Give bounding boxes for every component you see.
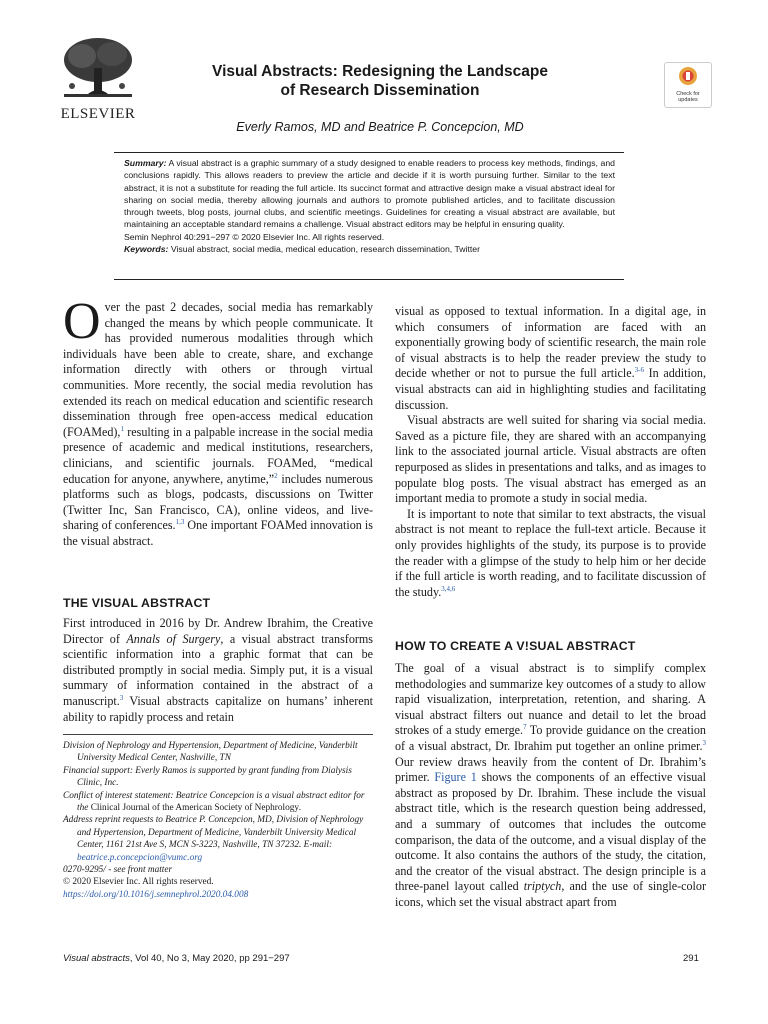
footnote-affiliation: Division of Nephrology and Hypertension, Department of Medicine, Vanderbilt University Medical Center, Nashville, TN: [63, 741, 358, 764]
email-link[interactable]: beatrice.p.concepcion@vumc.org: [77, 852, 203, 863]
intro-text-d: One important FOAMed innovation is the visual abstract.: [63, 518, 373, 548]
journal-name: Annals of Surgery: [126, 631, 221, 646]
how-text-d: shows the components of an effective visual abstract as proposed by Dr. Ibrahim. These include the visual abstract title, which is the research question being addressed, and a summary of outcomes that includes the outcome comparison, the data of the outcome, and a visual display of the outcome. It also contains the authors of the study, the citation, and the creator of the visual abstract. The design principle is a three-panel layout called: [395, 770, 706, 894]
check-for-updates-badge[interactable]: [664, 62, 712, 108]
right-p1-text-b: In addition, visual abstracts can aid in highlighting studies and facilitating discussion.: [395, 366, 707, 412]
intro-paragraph: [63, 293, 374, 550]
title-line-1: Visual Abstracts: Redesigning the Landscape: [212, 63, 548, 80]
conflict-end: .: [299, 803, 302, 814]
footnote-divider: [63, 734, 373, 735]
citation-ref[interactable]: 3: [119, 693, 124, 702]
check-updates-line-1: Check for: [676, 91, 700, 97]
summary-body: A visual abstract is a graphic summary of a study designed to enable readers to process key methods, findings, and conclusions rapidly. This allows readers to preview the article and decide if it is worth pursuing further. Similar to the text abstract, it is not a substitute for reading the full article. Its succinct format and attractive design make a visual abstract ideal for sharing on social media, thereby allowing journals and authors to promote published articles, and to facilitate discussion through tweets, blog posts, journal clubs, and scientific meetings. Guidelines for creating a visual abstract are available, but maintaining an acceptable standard remains a challenge. Visual abstract editors may be helpful in ensuring quality.: [124, 158, 615, 230]
right-column-section: [395, 661, 706, 911]
intro-text-b: resulting in a palpable increase in the social media presence of academic and medical institutions, researchers, clinicians, and scientific journals. FOAMed, “medical education for anyone, anywhere, anytime,”: [63, 424, 373, 486]
footnote-support: Financial support: Everly Ramos is supported by grant funding from Dialysis Clinic, Inc.: [63, 765, 352, 789]
title-line-2: of Research Dissemination: [280, 82, 480, 99]
keywords-label: Keywords:: [124, 244, 169, 255]
va-text-b: , a visual abstract transforms scientific information into a graphic format that can be distributed promptly in social media. Simply put, it is a visual summary of information contained in the abstract of a manuscript.: [63, 631, 374, 708]
conflict-journal: Clinical Journal of the American Society of Nephrology: [90, 803, 300, 814]
how-text-a: The goal of a visual abstract is to simplify complex methodologies and summarize key outcomes of a study to allow rapid visualization, interpretation, retention, and sharing. A visual abstract filters out nuance and detail to let the broad strokes of a study emerge.: [395, 661, 706, 738]
citation-ref[interactable]: 1: [120, 424, 124, 433]
right-paragraph-3: [395, 507, 706, 601]
right-p3-text: It is important to note that similar to text abstracts, the visual abstract is not meant to replace the full-text article. Because it only provides highlights of the study, its purpose is to provide the reader with a glimpse of the study to help him or her decide if the full article is worth reading, and to facilitate discussion of the study.: [395, 506, 706, 599]
tree-logo-icon: [58, 34, 138, 104]
citation-ref[interactable]: 2: [274, 471, 278, 480]
article-title: [180, 62, 580, 100]
right-paragraph-1: [395, 304, 706, 413]
left-column-section: [63, 616, 373, 725]
keywords: [124, 243, 615, 255]
figure-1-link[interactable]: Figure 1: [434, 770, 477, 785]
how-text-e: , and the use of single-color icons, which set the visual abstract apart from: [395, 879, 706, 909]
how-to-paragraph: [395, 661, 706, 911]
right-p1-text-a: visual as opposed to textual information. In a digital age, in which consumers of information are faced with an exponentially growing body of scientific research, the main role of visual abstracts is to help the reader preview the study to decide whether or not to pursue the full article.: [395, 304, 706, 381]
reprint-text: Address reprint requests to Beatrice P. Concepcion, MD, Division of Nephrology and Hypertension, Department of Medicine, Vanderbilt University Medical Center, 1161 21st Ave S, MCN S-3223, Nashville, TN 37232. E-mail:: [63, 815, 364, 851]
footer-issue: , Vol 40, No 3, May 2020, pp 291−297: [129, 953, 290, 964]
summary-text: [124, 157, 615, 231]
va-text-c: Visual abstracts capitalize on humans’ inherent ability to rapidly process and retain: [63, 693, 373, 724]
citation-ref[interactable]: 1,3: [175, 518, 185, 527]
citation-ref[interactable]: 3-6: [634, 366, 644, 375]
page-number: 291: [683, 953, 699, 964]
conflict-text: Conflict of interest statement: Beatrice Concepcion is a visual abstract editor for the: [63, 790, 365, 814]
triptych-term: triptych: [523, 879, 562, 894]
citation-ref[interactable]: 3,4,6: [441, 584, 456, 593]
elsevier-logo: [58, 34, 138, 124]
doi-link[interactable]: https://doi.org/10.1016/j.semnephrol.2020.04.008: [63, 889, 249, 900]
intro-text-a: ver the past 2 decades, social media has remarkably changed the means by which people communicate. It has provided numerous modalities through which individuals have been able to create, share, and exchange information directly with others or through virtual communities. More recently, the social media revolution has extended its reach on medical education and scientific research dissemination through free open-access medical education (FOAMed),: [63, 300, 373, 439]
footnotes: [63, 740, 373, 901]
citation-ref[interactable]: 7: [523, 723, 527, 732]
section-heading-visual-abstract: THE VISUAL ABSTRACT: [63, 596, 211, 610]
footnote-conflict: [63, 790, 373, 815]
summary: [124, 157, 615, 255]
section-heading-how-to-create: HOW TO CREATE A V!SUAL ABSTRACT: [395, 639, 636, 653]
summary-label: Summary:: [124, 158, 167, 168]
left-column: [63, 293, 374, 550]
va-text-a: First introduced in 2016 by Dr. Andrew Ibrahim, the Creative Director of: [63, 616, 373, 646]
summary-citation: Semin Nephrol 40:291−297 © 2020 Elsevier Inc. All rights reserved.: [124, 231, 385, 242]
authors: Everly Ramos, MD and Beatrice P. Concepcion, MD: [236, 120, 524, 134]
visual-abstract-paragraph: [63, 616, 373, 725]
keywords-list: Visual abstract, social media, medical education, research dissemination, Twitter: [168, 244, 481, 255]
right-column: [395, 304, 706, 600]
running-footer: [63, 953, 290, 964]
right-paragraph-2: Visual abstracts are well suited for sharing via social media. Saved as a picture file, they are shared with an accompanying link to the associated journal article. Visual abstracts are often repurposed as slides in presentations and talks, and as images to populate blog posts. The visual abstract has emerged as an important media to promote a study in social media.: [395, 413, 706, 506]
check-updates-line-2: updates: [678, 97, 698, 103]
how-text-c: Our review draws heavily from the content of Dr. Ibrahim’s primer.: [395, 754, 706, 785]
bookmark-icon: [678, 66, 698, 86]
footer-title: Visual abstracts: [63, 953, 130, 964]
footnote-issn: 0270-9295/ - see front matter: [63, 865, 173, 876]
how-text-b: To provide guidance on the creation of a visual abstract, Dr. Ibrahim put together an online primer.: [395, 723, 706, 753]
publisher-name: ELSEVIER: [60, 106, 136, 122]
footnote-reprint: [63, 814, 373, 864]
footnote-copyright: © 2020 Elsevier Inc. All rights reserved.: [63, 877, 214, 888]
intro-text-c: includes numerous platforms such as blogs, podcasts, discussions on Twitter (Twitter Inc, San Francisco, CA), online videos, and live-sharing of conferences.: [63, 471, 374, 533]
citation-ref[interactable]: 3: [702, 738, 706, 747]
drop-cap: O: [63, 293, 101, 350]
